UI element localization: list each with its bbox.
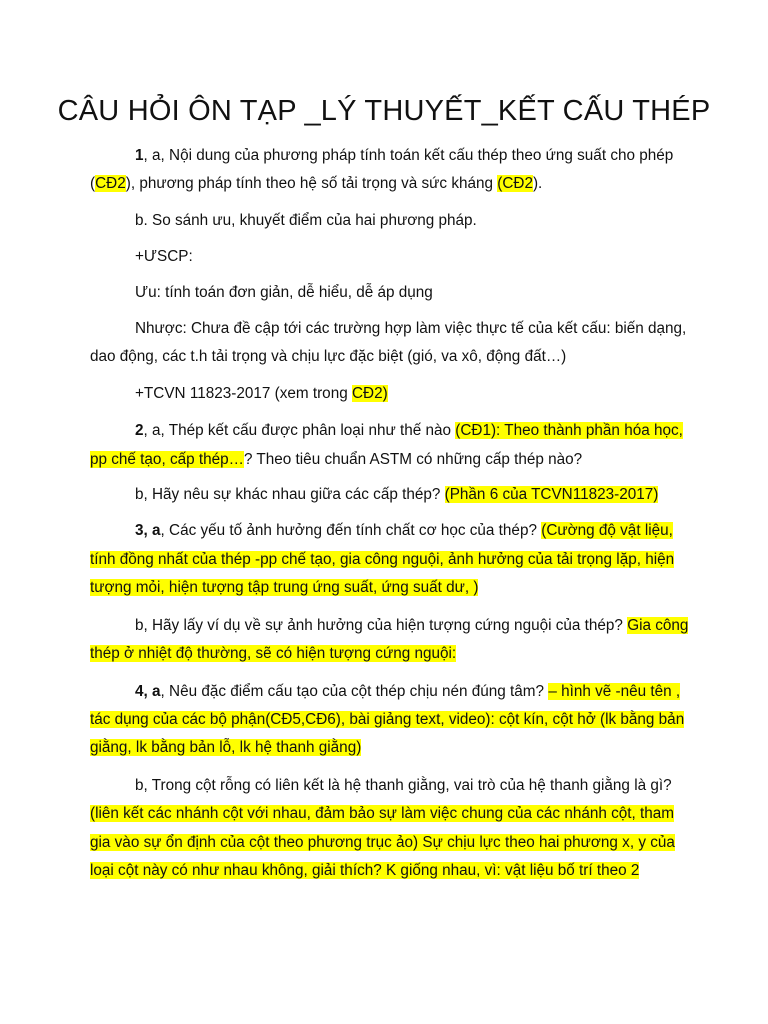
q1-line-1: 1, a, Nội dung của phương pháp tính toán kết cấu thép theo ứng suất cho phép — [135, 147, 674, 164]
highlight: tượng mỏi, hiện tượng tập trung ứng suất, ứng suất dư, ) — [90, 579, 479, 596]
q1-advantages: Ưu: tính toán đơn giản, dễ hiểu, dễ áp dụng — [135, 284, 433, 301]
q1-number: 1 — [135, 147, 144, 164]
q4-line-3 — [90, 738, 690, 758]
highlight: CĐ2) — [351, 385, 388, 402]
highlight: tác dụng của các bộ phận(CĐ5,CĐ6), bài giảng text, video): cột kín, cột hở (lk bằng bản — [90, 711, 685, 728]
highlight: giằng, lk bằng bản lỗ, lk hệ thanh giằng) — [90, 739, 362, 756]
q2-line-2: pp chế tạo, cấp thép…? Theo tiêu chuẩn ASTM có những cấp thép nào? — [90, 451, 583, 468]
highlight: pp chế tạo, cấp thép… — [90, 451, 244, 468]
document-title: CÂU HỎI ÔN TẠP _LÝ THUYẾT_KẾT CẤU THÉP — [57, 95, 711, 127]
q4-line-2 — [90, 710, 690, 730]
q1-part-b: b. So sánh ưu, khuyết điểm của hai phương pháp. — [135, 212, 477, 229]
highlight: gia vào sự ổn định của cột theo phương trục ảo) Sự chịu lực theo hai phương x, y của — [90, 834, 675, 851]
highlight: tính đồng nhất của thép -pp chế tạo, gia công nguội, ảnh hưởng của tải trọng lặp, hiện — [90, 551, 675, 568]
q4-part-b-line-3 — [90, 833, 690, 853]
highlight: (liên kết các nhánh cột với nhau, đảm bảo sự làm việc chung của các nhánh cột, tham — [90, 805, 675, 822]
highlight: (CĐ1): Theo thành phần hóa học, — [455, 422, 683, 439]
q3-number: 3, — [135, 522, 148, 539]
highlight: – hình vẽ -nêu tên , — [548, 683, 681, 700]
q2-line-1: 2, a, Thép kết cấu được phân loại như thế nào (CĐ1): Theo thành phần hóa học, — [135, 422, 683, 439]
q4-number: 4, — [135, 683, 148, 700]
q3-part-b-line-2 — [90, 644, 690, 664]
q1-tcvn-line: +TCVN 11823-2017 (xem trong CĐ2) — [135, 385, 388, 402]
q1-disadvantages-line-1: Nhược: Chưa đề cập tới các trường hợp làm việc thực tế của kết cấu: biến dạng, — [135, 320, 687, 337]
highlight: (Cường độ vật liệu, — [541, 522, 673, 539]
q2-number: 2 — [135, 422, 144, 439]
q4-line-1: 4, a, Nêu đặc điểm cấu tạo của cột thép chịu nén đúng tâm? – hình vẽ -nêu tên , — [135, 683, 681, 700]
highlight: Gia công — [627, 617, 689, 634]
q4-part-b-line-1: b, Trong cột rỗng có liên kết là hệ thanh giằng, vai trò của hệ thanh giằng là gì? — [135, 777, 672, 794]
highlight: thép ở nhiệt độ thường, sẽ có hiện tượng cứng nguội: — [90, 645, 457, 662]
q1-line-2: (CĐ2), phương pháp tính theo hệ số tải trọng và sức kháng (CĐ2). — [90, 175, 543, 192]
q4-part-b-line-4 — [90, 861, 690, 881]
highlight: (Phần 6 của TCVN11823-2017) — [444, 486, 659, 503]
q1-disadvantages-line-2: dao động, các t.h tải trọng và chịu lực đặc biệt (gió, va xô, động đất…) — [90, 348, 567, 365]
q3-line-2 — [90, 550, 690, 570]
q2-part-b: b, Hãy nêu sự khác nhau giữa các cấp thép? (Phần 6 của TCVN11823-2017) — [135, 486, 659, 503]
q3-line-3 — [90, 578, 690, 598]
q3-line-1: 3, a, Các yếu tố ảnh hưởng đến tính chất cơ học của thép? (Cường độ vật liệu, — [135, 522, 673, 539]
highlight: (CĐ2 — [497, 175, 533, 192]
highlight: loại cột này có như nhau không, giải thích? K giống nhau, vì: vật liệu bố trí theo 2 — [90, 862, 640, 879]
q4-part-b-line-2 — [90, 804, 690, 824]
q3-part-b-line-1: b, Hãy lấy ví dụ về sự ảnh hưởng của hiện tượng cứng nguội của thép? Gia công — [135, 617, 689, 634]
q1-uscp-heading: +ƯSCP: — [135, 248, 193, 265]
highlight: CĐ2 — [95, 175, 126, 192]
